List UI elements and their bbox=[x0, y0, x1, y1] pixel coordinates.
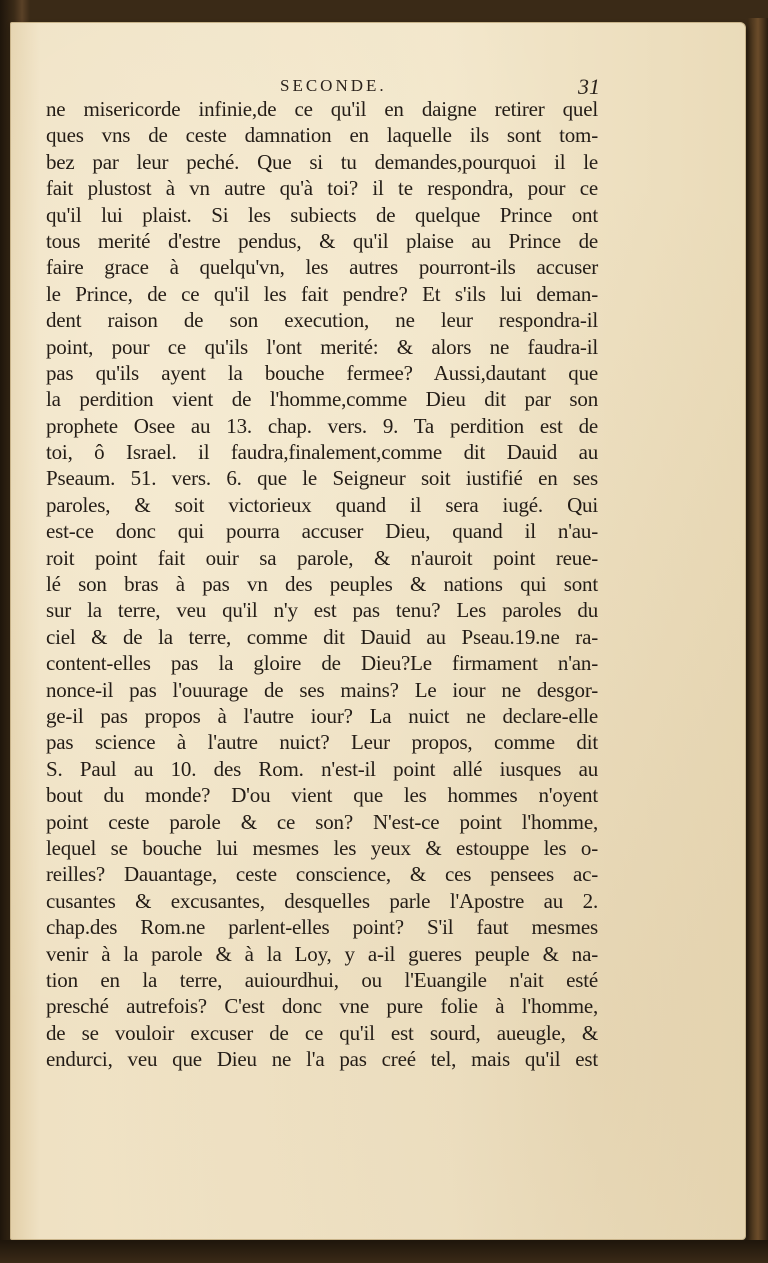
text-line: point, pour ce qu'ils l'ont merité: & alors ne faudra-il bbox=[46, 334, 598, 359]
text-line: reilles? Dauantage, ceste conscience, & ces pensees ac- bbox=[46, 862, 598, 887]
text-line: tion en la terre, auiourdhui, ou l'Euangile n'ait esté bbox=[46, 967, 598, 992]
text-line: qu'il lui plaist. Si les subiects de quelque Prince ont bbox=[46, 202, 598, 227]
text-line: la perdition vient de l'homme,comme Dieu dit par son bbox=[46, 387, 598, 412]
text-line: bez par leur peché. Que si tu demandes,pourquoi il le bbox=[46, 149, 598, 174]
text-line: ne misericorde infinie,de ce qu'il en daigne retirer quel bbox=[46, 97, 598, 121]
text-line: presché autrefois? C'est donc vne pure folie à l'homme, bbox=[46, 994, 598, 1019]
text-line: est-ce donc qui pourra accuser Dieu, quand il n'au- bbox=[46, 519, 598, 544]
text-line: faire grace à quelqu'vn, les autres pourront-ils accuser bbox=[46, 255, 598, 280]
text-line: endurci, veu que Dieu ne l'a pas creé tel, mais qu'il est bbox=[46, 1047, 598, 1072]
text-line: prophete Osee au 13. chap. vers. 9. Ta perdition est de bbox=[46, 413, 598, 438]
text-line: bout du monde? D'ou vient que les hommes n'oyent bbox=[46, 783, 598, 808]
text-line: cusantes & excusantes, desquelles parle l'Apostre au 2. bbox=[46, 888, 598, 913]
text-line: tous merité d'estre pendus, & qu'il plaise au Prince de bbox=[46, 228, 598, 253]
text-line: dent raison de son execution, ne leur respondra-il bbox=[46, 308, 598, 333]
page-number: 31 bbox=[578, 74, 600, 99]
book-edge-right bbox=[748, 18, 768, 1248]
text-line: lé son bras à pas vn des peuples & nations qui sont bbox=[46, 572, 598, 597]
text-line: toi, ô Israel. il faudra,finalement,comme dit Dauid au bbox=[46, 440, 598, 465]
text-line: roit point fait ouir sa parole, & n'auroit point reue- bbox=[46, 545, 598, 570]
text-line: ge-il pas propos à l'autre iour? La nuict ne declare-elle bbox=[46, 703, 598, 728]
text-line: point ceste parole & ce son? N'est-ce point l'homme, bbox=[46, 809, 598, 834]
text-line: ciel & de la terre, comme dit Dauid au Pseau.19.ne ra- bbox=[46, 624, 598, 649]
running-head: SECONDE. bbox=[280, 76, 387, 95]
text-line: S. Paul au 10. des Rom. n'est-il point allé iusques au bbox=[46, 756, 598, 781]
text-line: le Prince, de ce qu'il les fait pendre? Et s'ils lui deman- bbox=[46, 281, 598, 306]
text-line: pas science à l'autre nuict? Leur propos, comme dit bbox=[46, 730, 598, 755]
text-line: sur la terre, veu qu'il n'y est pas tenu? Les paroles du bbox=[46, 598, 598, 623]
text-line: fait plustost à vn autre qu'à toi? il te respondra, pour ce bbox=[46, 176, 598, 201]
text-line: lequel se bouche lui mesmes les yeux & estouppe les o- bbox=[46, 835, 598, 860]
text-line: pas qu'ils ayent la bouche fermee? Aussi,dautant que bbox=[46, 360, 598, 385]
text-line: paroles, & soit victorieux quand il sera iugé. Qui bbox=[46, 492, 598, 517]
text-line: de se vouloir excuser de ce qu'il est sourd, aueugle, & bbox=[46, 1020, 598, 1045]
text-line: venir à la parole & à la Loy, y a-il gueres peuple & na- bbox=[46, 941, 598, 966]
text-line: chap.des Rom.ne parlent-elles point? S'il faut mesmes bbox=[46, 915, 598, 940]
book-edge-bottom bbox=[0, 1240, 768, 1263]
body-text bbox=[46, 96, 598, 1072]
text-line: nonce-il pas l'ouurage de ses mains? Le iour ne desgor- bbox=[46, 677, 598, 702]
text-line: ques vns de ceste damnation en laquelle ils sont tom- bbox=[46, 123, 598, 148]
text-line: Pseaum. 51. vers. 6. que le Seigneur soit iustifié en ses bbox=[46, 466, 598, 491]
text-line: content-elles pas la gloire de Dieu?Le firmament n'an- bbox=[46, 651, 598, 676]
